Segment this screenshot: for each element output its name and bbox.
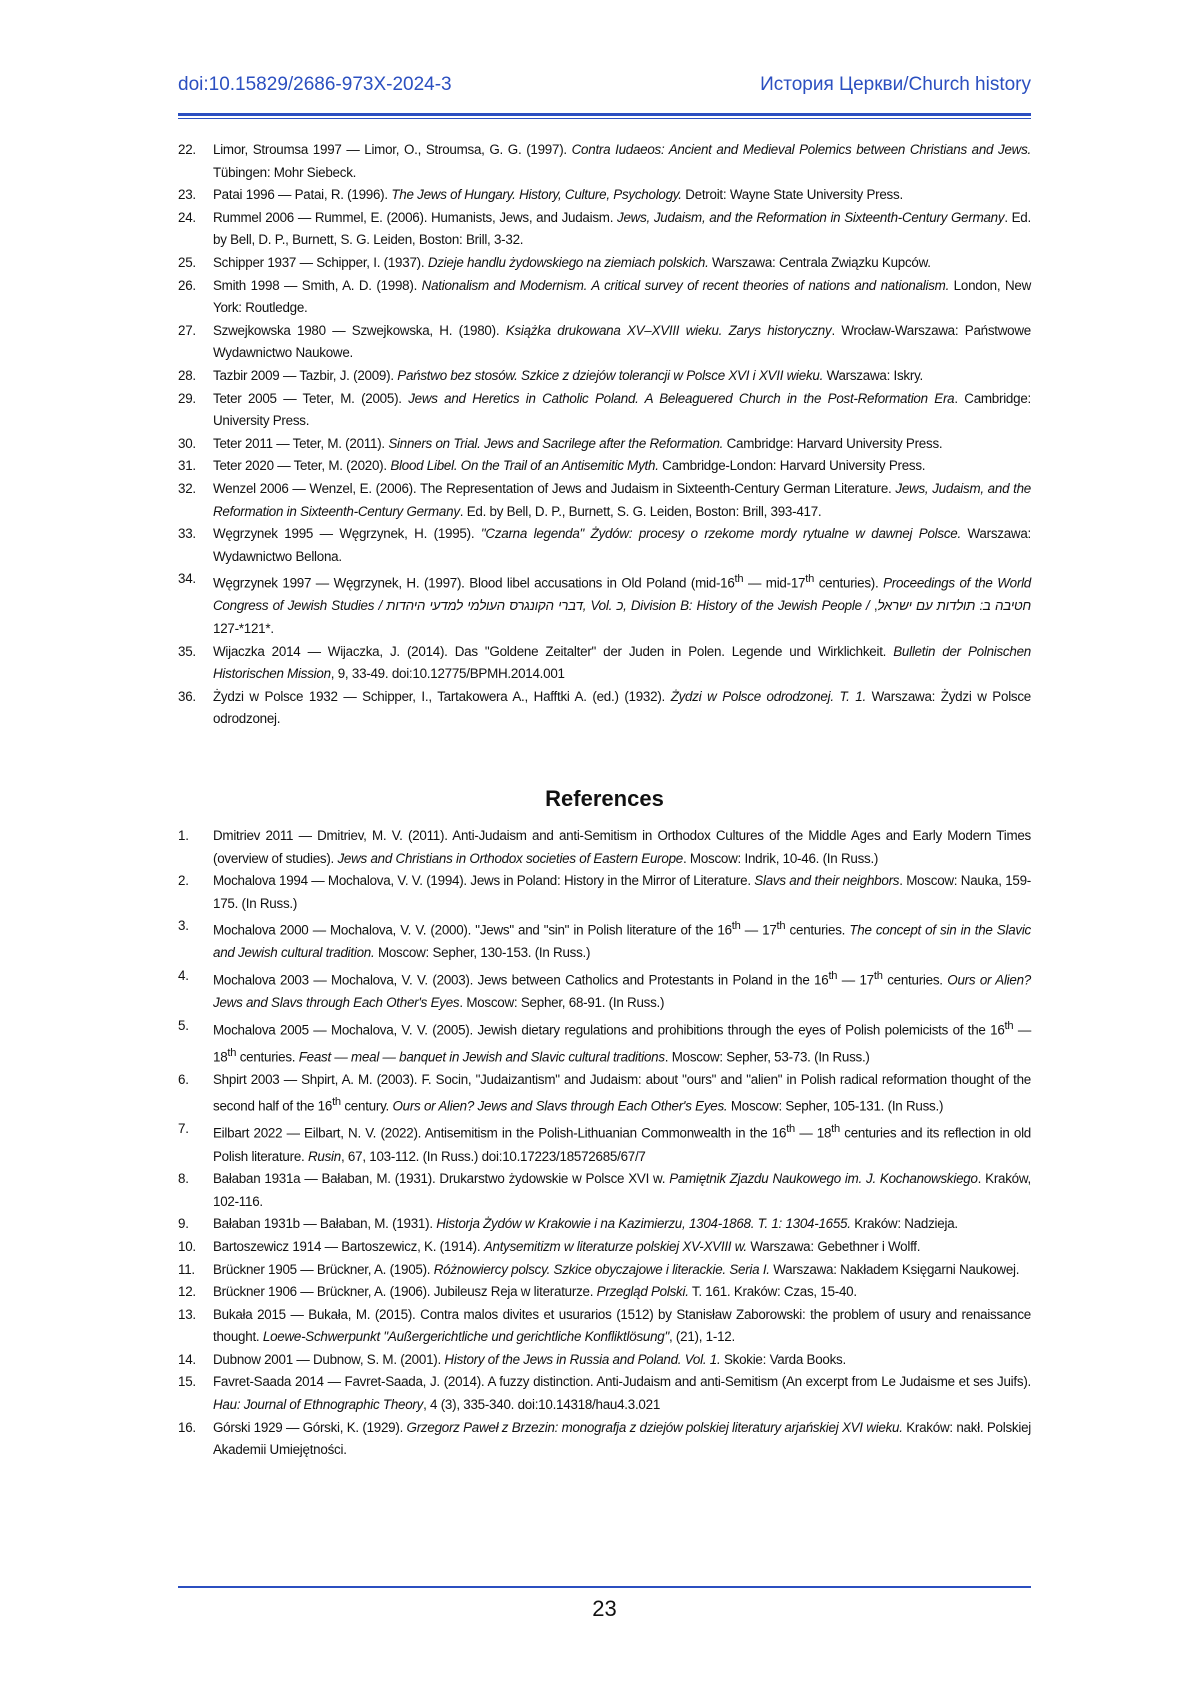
- reference-publisher: Kraków: nakł. Polskiej Akademii Umiejętności.: [213, 1420, 1031, 1458]
- reference-publisher: . Moscow: Indrik, 10-46. (In Russ.): [683, 851, 878, 866]
- superscript: th: [227, 1047, 236, 1059]
- reference-title: Różnowiercy polscy. Szkice obyczajowe i literackie. Seria I.: [434, 1262, 770, 1277]
- reference-item: [178, 1213, 1031, 1236]
- reference-publisher: . Moscow: Sepher, 68-91. (In Russ.): [459, 995, 664, 1010]
- reference-text: Rummel 2006 — Rummel, E. (2006). Humanists, Jews, and Judaism.: [213, 210, 617, 225]
- reference-publisher: . Kraków, 102-116.: [213, 1171, 1031, 1209]
- reference-item: [178, 1069, 1031, 1119]
- reference-text: centuries.: [785, 923, 849, 938]
- reference-text: Shpirt 2003 — Shpirt, A. M. (2003). F. Socin, "Judaizantism" and Judaism: about "ours" and "alien" in Polish radical reformation thought of the second half of the 16: [213, 1072, 1031, 1114]
- reference-publisher: . Wrocław-Warszawa: Państwowe Wydawnictwo Naukowe.: [213, 323, 1031, 361]
- reference-title: The concept of sin in the Slavic and Jewish cultural tradition.: [213, 923, 1031, 961]
- reference-text: Dmitriev 2011 — Dmitriev, M. V. (2011). Anti-Judaism and anti-Semitism in Orthodox Cultures of the Middle Ages and Early Modern Times (overview of studies).: [213, 828, 1031, 866]
- reference-text: — 17: [741, 923, 777, 938]
- reference-list-translated: [178, 825, 1031, 1462]
- reference-number: 34.: [178, 568, 196, 591]
- reference-title: Państwo bez stosów. Szkice z dziejów tolerancji w Polsce XVI i XVII wieku.: [397, 368, 823, 383]
- reference-title: "Czarna legenda" Żydów: procesy o rzekome mordy rytualne w dawnej Polsce.: [481, 526, 961, 541]
- reference-number: 16.: [178, 1417, 196, 1440]
- reference-title: The Jews of Hungary. History, Culture, Psychology.: [391, 187, 681, 202]
- reference-item: [178, 686, 1031, 731]
- reference-number: 12.: [178, 1281, 196, 1304]
- reference-title: History of the Jews in Russia and Poland. Vol. 1.: [444, 1352, 720, 1367]
- reference-item: [178, 641, 1031, 686]
- reference-title: Historja Żydów w Krakowie i na Kazimierzu, 1304-1868. T. 1: 1304-1655.: [436, 1216, 850, 1231]
- reference-publisher: T. 161. Kraków: Czas, 15-40.: [689, 1284, 857, 1299]
- reference-item: [178, 433, 1031, 456]
- reference-title: Sinners on Trial. Jews and Sacrilege after the Reformation.: [388, 436, 723, 451]
- superscript: th: [1005, 1020, 1014, 1032]
- reference-item: [178, 478, 1031, 523]
- reference-publisher: . Moscow: Nauka, 159-175. (In Russ.): [213, 873, 1031, 911]
- superscript: th: [732, 920, 741, 932]
- reference-publisher: Kraków: Nadzieja.: [851, 1216, 958, 1231]
- reference-publisher: Moscow: Sepher, 105-131. (In Russ.): [727, 1099, 943, 1114]
- reference-text: Dubnow 2001 — Dubnow, S. M. (2001).: [213, 1352, 444, 1367]
- reference-text: Schipper 1937 — Schipper, I. (1937).: [213, 255, 428, 270]
- reference-text: — 18: [213, 1022, 1031, 1064]
- reference-text: Teter 2005 — Teter, M. (2005).: [213, 391, 408, 406]
- reference-publisher: Cambridge-London: Harvard University Press.: [659, 458, 926, 473]
- reference-item: [178, 207, 1031, 252]
- reference-text: Brückner 1905 — Brückner, A. (1905).: [213, 1262, 434, 1277]
- reference-text: Brückner 1906 — Brückner, A. (1906). Jubileusz Reja w literaturze.: [213, 1284, 597, 1299]
- reference-number: 29.: [178, 388, 196, 411]
- reference-text: Teter 2011 — Teter, M. (2011).: [213, 436, 388, 451]
- superscript: th: [777, 920, 786, 932]
- reference-number: 7.: [178, 1118, 189, 1141]
- reference-title: Pamiętnik Zjazdu Naukowego im. J. Kochanowskiego: [669, 1171, 977, 1186]
- reference-text: Limor, Stroumsa 1997 — Limor, O., Stroumsa, G. G. (1997).: [213, 142, 572, 157]
- reference-publisher: . Cambridge: University Press.: [213, 391, 1031, 429]
- header-rule-thin: [178, 118, 1031, 119]
- reference-text: centuries.: [883, 973, 948, 988]
- reference-title: Nationalism and Modernism. A critical survey of recent theories of nations and nationalism.: [422, 278, 949, 293]
- reference-title: Hau: Journal of Ethnographic Theory: [213, 1397, 423, 1412]
- reference-text: Smith 1998 — Smith, A. D. (1998).: [213, 278, 422, 293]
- header-rule: [178, 113, 1031, 116]
- reference-publisher: Warszawa: Gebethner i Wolff.: [747, 1239, 920, 1254]
- reference-text: Węgrzynek 1995 — Węgrzynek, H. (1995).: [213, 526, 481, 541]
- reference-number: 14.: [178, 1349, 196, 1372]
- reference-text: centuries.: [236, 1049, 299, 1064]
- reference-number: 27.: [178, 320, 196, 343]
- reference-title: Jews, Judaism, and the Reformation in Sixteenth-Century Germany: [213, 481, 1031, 519]
- reference-number: 5.: [178, 1015, 189, 1038]
- reference-item: [178, 1168, 1031, 1213]
- footer-rule: [178, 1586, 1031, 1588]
- reference-title: Jews, Judaism, and the Reformation in Sixteenth-Century Germany: [617, 210, 1004, 225]
- reference-publisher: Cambridge: Harvard University Press.: [723, 436, 942, 451]
- reference-text: Mochalova 2003 — Mochalova, V. V. (2003). Jews between Catholics and Protestants in Poland in the 16: [213, 973, 828, 988]
- reference-publisher: Warszawa: Nakładem Księgarni Naukowej.: [770, 1262, 1019, 1277]
- reference-item: [178, 1304, 1031, 1349]
- reference-number: 35.: [178, 641, 196, 664]
- reference-publisher: Warszawa: Centrala Związku Kupców.: [709, 255, 931, 270]
- reference-number: 25.: [178, 252, 196, 275]
- reference-publisher: London, New York: Routledge.: [213, 278, 1031, 316]
- reference-text: — 18: [795, 1126, 831, 1141]
- reference-number: 8.: [178, 1168, 189, 1191]
- reference-text: Mochalova 1994 — Mochalova, V. V. (1994). Jews in Poland: History in the Mirror of Literature.: [213, 873, 754, 888]
- reference-text: century.: [341, 1099, 393, 1114]
- reference-title: , Vol.: [583, 598, 617, 613]
- reference-title: Bulletin der Polnischen Historischen Mission: [213, 644, 1031, 682]
- reference-item: [178, 252, 1031, 275]
- reference-item: [178, 1281, 1031, 1304]
- reference-text: Teter 2020 — Teter, M. (2020).: [213, 458, 390, 473]
- reference-number: 31.: [178, 455, 196, 478]
- reference-title: Blood Libel. On the Trail of an Antisemitic Myth.: [390, 458, 658, 473]
- reference-text: Bartoszewicz 1914 — Bartoszewicz, K. (1914).: [213, 1239, 484, 1254]
- reference-item: [178, 523, 1031, 568]
- hebrew-title: דברי הקונגרס העולמי למדעי היהדות: [386, 598, 582, 613]
- reference-title: Antysemitizm w literaturze polskiej XV-XVIII w.: [484, 1239, 747, 1254]
- reference-item: [178, 1015, 1031, 1069]
- page-number: 23: [178, 1596, 1031, 1622]
- reference-text: Mochalova 2005 — Mochalova, V. V. (2005). Jewish dietary regulations and prohibitions through the eyes of Polish polemicists of the 16: [213, 1022, 1005, 1037]
- reference-text: — mid-17: [743, 576, 805, 591]
- reference-item: [178, 275, 1031, 320]
- reference-number: 1.: [178, 825, 189, 848]
- references-heading: References: [178, 786, 1031, 812]
- reference-publisher: . Ed. by Bell, D. P., Burnett, S. G. Leiden, Boston: Brill, 393-417.: [460, 504, 822, 519]
- reference-item: [178, 1118, 1031, 1168]
- superscript: th: [828, 970, 837, 982]
- reference-number: 28.: [178, 365, 196, 388]
- reference-item: [178, 455, 1031, 478]
- reference-text: Bałaban 1931a — Bałaban, M. (1931). Drukarstwo żydowskie w Polsce XVI w.: [213, 1171, 669, 1186]
- doi-label: doi:10.15829/2686-973X-2024-3: [178, 74, 452, 96]
- reference-item: [178, 1371, 1031, 1416]
- reference-list-original: [178, 139, 1031, 731]
- reference-item: [178, 915, 1031, 965]
- reference-publisher: . Moscow: Sepher, 53-73. (In Russ.): [665, 1049, 870, 1064]
- reference-publisher: Warszawa: Żydzi w Polsce odrodzonej.: [213, 689, 1031, 727]
- journal-title: История Церкви/Church history: [760, 74, 1031, 96]
- reference-text: Tazbir 2009 — Tazbir, J. (2009).: [213, 368, 397, 383]
- reference-number: 6.: [178, 1069, 189, 1092]
- reference-number: 4.: [178, 965, 189, 988]
- reference-publisher: , 9, 33-49. doi:10.12775/BPMH.2014.001: [331, 666, 565, 681]
- reference-text: Mochalova 2000 — Mochalova, V. V. (2000). "Jews" and "sin" in Polish literature of the 16: [213, 923, 732, 938]
- reference-number: 10.: [178, 1236, 196, 1259]
- reference-text: centuries and its reflection in old Polish literature.: [213, 1126, 1031, 1164]
- reference-title: Ours or Alien? Jews and Slavs through Each Other's Eyes.: [392, 1099, 727, 1114]
- reference-item: [178, 139, 1031, 184]
- reference-text: Wenzel 2006 — Wenzel, E. (2006). The Representation of Jews and Judaism in Sixteenth-Century German Literature.: [213, 481, 895, 496]
- superscript: th: [735, 573, 744, 585]
- reference-item: [178, 320, 1031, 365]
- reference-title: Grzegorz Paweł z Brzezin: monografja z dziejów polskiej literatury arjańskiej XVI wieku.: [407, 1420, 903, 1435]
- reference-number: 30.: [178, 433, 196, 456]
- reference-number: 26.: [178, 275, 196, 298]
- reference-publisher: , (21), 1-12.: [669, 1329, 735, 1344]
- reference-title: Jews and Heretics in Catholic Poland. A Beleaguered Church in the Post-Reformation Era: [408, 391, 954, 406]
- reference-item: [178, 365, 1031, 388]
- reference-title: Książka drukowana XV–XVIII wieku. Zarys historyczny: [506, 323, 832, 338]
- reference-text: centuries).: [814, 576, 883, 591]
- reference-publisher: Tübingen: Mohr Siebeck.: [213, 165, 356, 180]
- reference-item: [178, 825, 1031, 870]
- reference-publisher: Moscow: Sepher, 130-153. (In Russ.): [374, 945, 590, 960]
- reference-text: Patai 1996 — Patai, R. (1996).: [213, 187, 391, 202]
- reference-text: Żydzi w Polsce 1932 — Schipper, I., Tartakowera A., Hafftki A. (ed.) (1932).: [213, 689, 671, 704]
- hebrew-division: חטיבה ב: תולדות עם ישראל: [877, 598, 1031, 613]
- reference-number: 2.: [178, 870, 189, 893]
- reference-publisher: Skokie: Varda Books.: [720, 1352, 846, 1367]
- reference-item: [178, 1417, 1031, 1462]
- reference-text: Szwejkowska 1980 — Szwejkowska, H. (1980).: [213, 323, 506, 338]
- reference-item: [178, 184, 1031, 207]
- reference-item: [178, 388, 1031, 433]
- reference-item-34: [178, 568, 1031, 640]
- reference-publisher: , 67, 103-112. (In Russ.) doi:10.17223/18572685/67/7: [341, 1149, 646, 1164]
- page-header: [178, 74, 1031, 104]
- reference-title: Loewe-Schwerpunkt "Außergerichtliche und gerichtliche Konfliktlösung": [263, 1329, 669, 1344]
- hebrew-volume: כ: [616, 598, 623, 613]
- reference-title: Rusin: [308, 1149, 341, 1164]
- reference-text: Bukała 2015 — Bukała, M. (2015). Contra malos divites et usurarios (1512) by Stanisław Zaborowski: the problem of usury and renaissance thought.: [213, 1307, 1031, 1345]
- reference-publisher: Warszawa: Iskry.: [823, 368, 923, 383]
- reference-title: Slavs and their neighbors: [754, 873, 899, 888]
- reference-number: 11.: [178, 1259, 195, 1282]
- reference-number: 15.: [178, 1371, 196, 1394]
- reference-item: [178, 1236, 1031, 1259]
- reference-publisher: . Ed. by Bell, D. P., Burnett, S. G. Leiden, Boston: Brill, 3-32.: [213, 210, 1031, 248]
- reference-item: [178, 1259, 1031, 1282]
- reference-text: Wijaczka 2014 — Wijaczka, J. (2014). Das "Goldene Zeitalter" der Juden in Polen. Legende und Wirklichkeit.: [213, 644, 893, 659]
- reference-title: Ours or Alien? Jews and Slavs through Each Other's Eyes: [213, 973, 1031, 1011]
- superscript: th: [332, 1096, 341, 1108]
- reference-item: [178, 965, 1031, 1015]
- reference-publisher: Warszawa: Wydawnictwo Bellona.: [213, 526, 1031, 564]
- superscript: th: [805, 573, 814, 585]
- reference-text: Eilbart 2022 — Eilbart, N. V. (2022). Antisemitism in the Polish-Lithuanian Commonwealth in the 16: [213, 1126, 786, 1141]
- superscript: th: [831, 1123, 840, 1135]
- reference-number: 22.: [178, 139, 196, 162]
- reference-publisher: , 4 (3), 335-340. doi:10.14318/hau4.3.021: [423, 1397, 660, 1412]
- reference-number: 9.: [178, 1213, 189, 1236]
- reference-number: 32.: [178, 478, 196, 501]
- reference-text: — 17: [837, 973, 874, 988]
- reference-title: , Division B: History of the Jewish People /: [623, 598, 874, 613]
- reference-item: [178, 1349, 1031, 1372]
- reference-text: Favret-Saada 2014 — Favret-Saada, J. (2014). A fuzzy distinction. Anti-Judaism and anti-Semitism (An excerpt from Le Judaisme et ses Juifs).: [213, 1374, 1031, 1389]
- reference-number: 36.: [178, 686, 196, 709]
- reference-title: Żydzi w Polsce odrodzonej. T. 1.: [671, 689, 866, 704]
- superscript: th: [874, 970, 883, 982]
- reference-text: Węgrzynek 1997 — Węgrzynek, H. (1997). Blood libel accusations in Old Poland (mid-16: [213, 576, 735, 591]
- superscript: th: [786, 1123, 795, 1135]
- reference-publisher: Detroit: Wayne State University Press.: [682, 187, 903, 202]
- reference-title: Przegląd Polski.: [597, 1284, 689, 1299]
- reference-title: Dzieje handlu żydowskiego na ziemiach polskich.: [428, 255, 709, 270]
- reference-text: Bałaban 1931b — Bałaban, M. (1931).: [213, 1216, 436, 1231]
- reference-title: Proceedings of the World Congress of Jewish Studies /: [213, 576, 1031, 614]
- reference-title: Feast — meal — banquet in Jewish and Slavic cultural traditions: [299, 1049, 665, 1064]
- reference-number: 24.: [178, 207, 196, 230]
- reference-number: 33.: [178, 523, 196, 546]
- reference-number: 3.: [178, 915, 189, 938]
- reference-item: [178, 870, 1031, 915]
- reference-number: 13.: [178, 1304, 196, 1327]
- reference-text: Górski 1929 — Górski, K. (1929).: [213, 1420, 407, 1435]
- reference-title: Jews and Christians in Orthodox societies of Eastern Europe: [337, 851, 683, 866]
- reference-title: Contra Iudaeos: Ancient and Medieval Polemics between Christians and Jews.: [572, 142, 1031, 157]
- reference-number: 23.: [178, 184, 196, 207]
- reference-pages: , 121*-127*.: [213, 598, 877, 636]
